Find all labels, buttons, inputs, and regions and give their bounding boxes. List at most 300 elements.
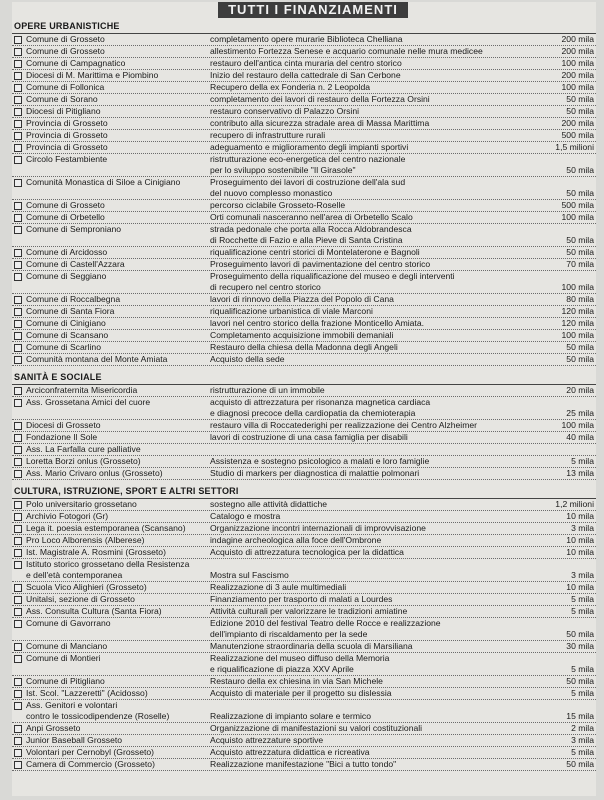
checkbox-icon [14,36,22,44]
beneficiary-label: Camera di Commercio (Grosseto) [26,759,155,769]
beneficiary-cell [12,70,206,81]
funding-table [12,19,596,771]
checkbox-icon [14,120,22,128]
beneficiary-cell [12,397,206,419]
table-row [12,82,596,94]
table-row [12,735,596,747]
beneficiary-label: Comune di Scansano [26,330,109,340]
description-cell: lavori di rinnovo della Piazza del Popolo di Cana [210,294,394,304]
checkbox-icon [14,261,22,269]
beneficiary-cell [12,142,206,153]
checkbox-icon [14,725,22,733]
description-cell: Catalogo e mostra [210,511,281,521]
beneficiary-label: Comune di Cinigiano [26,318,106,328]
table-row [12,523,596,535]
beneficiary-label: Diocesi di Pitigliano [26,106,101,116]
table-row [12,511,596,523]
description-cell: Orti comunali nasceranno nell'area di Orbetello Scalo [210,212,413,222]
beneficiary-cell [12,306,206,317]
beneficiary-cell [12,34,206,45]
amount-cell: 200 mila [561,34,594,44]
amount-cell: 100 mila [561,330,594,340]
table-row [12,547,596,559]
table-row [12,259,596,271]
checkbox-icon [14,226,22,234]
description-cell: lavori nel centro storico della frazione Monticello Amiata. [210,318,424,328]
description-cell: strada pedonale che porta alla Rocca Aldobrandesca di Rocchette di Fazio e alla Pieve di Santa Cristina [210,224,412,245]
checkbox-icon [14,132,22,140]
description-cell [206,444,536,455]
checkbox-icon [14,690,22,698]
description-cell: restauro dell'antica cinta muraria del centro storico [210,58,402,68]
amount-cell: 5 mila [571,688,594,698]
table-row [12,535,596,547]
table-row [12,606,596,618]
checkbox-icon [14,737,22,745]
description-cell: Realizzazione manifestazione "Bici a tutto tondo" [210,759,397,769]
description-cell: recupero di infrastrutture rurali [210,130,326,140]
description-cell: indagine archeologica alla foce dell'Ombrone [210,535,382,545]
checkbox-icon [14,513,22,521]
table-row [12,34,596,46]
checkbox-icon [14,144,22,152]
description-cell: Manutenzione straordinaria della scuola di Marsiliana [210,641,413,651]
beneficiary-label: Comune di Orbetello [26,212,105,222]
beneficiary-label: Comune di Grosseto [26,200,105,210]
table-row [12,676,596,688]
checkbox-icon [14,72,22,80]
beneficiary-cell [12,676,206,687]
table-row [12,342,596,354]
beneficiary-cell [12,688,206,699]
beneficiary-label: Volontari per Cernobyl (Grosseto) [26,747,155,757]
table-row [12,247,596,259]
beneficiary-label: Provincia di Grosseto [26,130,108,140]
checkbox-icon [14,608,22,616]
checkbox-icon [14,537,22,545]
amount-cell: 15 mila [566,711,594,721]
beneficiary-label: Unitalsi, sezione di Grosseto [26,594,135,604]
checkbox-icon [14,156,22,164]
description-cell: riqualificazione centri storici di Montelaterone e Bagnoli [210,247,420,257]
beneficiary-cell [12,468,206,479]
table-row [12,212,596,224]
description-cell: ristrutturazione eco-energetica del centro nazionale per lo sviluppo sostenibile "Il Girasole" [210,154,406,175]
beneficiary-label: Circolo Festambiente [26,154,108,164]
beneficiary-label: Comune di Manciano [26,641,108,651]
amount-cell: 50 mila [566,676,594,686]
amount-cell: 500 mila [561,130,594,140]
table-row [12,294,596,306]
description-cell: completamento opere murarie Biblioteca Chelliana [210,34,403,44]
beneficiary-cell [12,342,206,353]
beneficiary-label: Loretta Borzi onlus (Grosseto) [26,456,141,466]
beneficiary-cell [12,723,206,734]
description-cell: Proseguimento dei lavori di costruzione dell'ala sud del nuovo complesso monastico [210,177,406,198]
beneficiary-cell [12,94,206,105]
beneficiary-cell [12,653,206,675]
beneficiary-label: Comune di Semproniano [26,224,122,234]
amount-cell: 200 mila [561,118,594,128]
section-title: SANITÀ E SOCIALE [12,370,596,385]
beneficiary-label: Comune di Follonica [26,82,105,92]
table-row [12,385,596,397]
table-row [12,420,596,432]
beneficiary-cell [12,511,206,522]
amount-cell: 100 mila [561,420,594,430]
beneficiary-cell [12,354,206,365]
checkbox-icon [14,273,22,281]
beneficiary-label: Scuola Vico Alighieri (Grosseto) [26,582,147,592]
beneficiary-label: Provincia di Grosseto [26,142,108,152]
description-cell: Realizzazione del museo diffuso della Memoria e riqualificazione di piazza XXV Aprile [210,653,390,674]
amount-cell: 5 mila [571,664,594,674]
beneficiary-cell [12,523,206,534]
checkbox-icon [14,96,22,104]
description-cell: sostegno alle attività didattiche [210,499,328,509]
table-row [12,582,596,594]
checkbox-icon [14,501,22,509]
description-cell: Finanziamento per trasporto di malati a Lourdes [210,594,393,604]
page-title: TUTTI I FINANZIAMENTI [218,2,408,18]
checkbox-icon [14,48,22,56]
amount-cell: 50 mila [566,235,594,245]
beneficiary-label: Comune di Santa Fiora [26,306,115,316]
beneficiary-label: Ass. Consulta Cultura (Santa Fiora) [26,606,162,616]
beneficiary-cell [12,747,206,758]
beneficiary-cell [12,606,206,617]
amount-cell: 5 mila [571,747,594,757]
beneficiary-cell [12,735,206,746]
description-cell: acquisto di attrezzatura per risonanza magnetica cardiaca e diagnosi precoce della cardiopatia da chemioterapia [210,397,431,418]
table-row [12,330,596,342]
table-row [12,468,596,480]
section-1 [12,366,596,480]
amount-cell: 50 mila [566,759,594,769]
amount-cell: 10 mila [566,535,594,545]
beneficiary-cell [12,247,206,258]
table-row [12,594,596,606]
beneficiary-cell [12,432,206,443]
description-cell: restauro villa di Roccatederighi per realizzazione dei Centro Alzheimer [210,420,478,430]
amount-cell: 120 mila [561,306,594,316]
amount-cell: 3 mila [571,523,594,533]
checkbox-icon [14,434,22,442]
checkbox-icon [14,179,22,187]
beneficiary-label: Comune di Grosseto [26,34,105,44]
description-cell: Acquisto attrezzatura didattica e ricreativa [210,747,370,757]
checkbox-icon [14,332,22,340]
description-cell: Acquisto attrezzature sportive [210,735,324,745]
section-title: OPERE URBANISTICHE [12,19,596,34]
beneficiary-label: Comune di Castell'Azzara [26,259,125,269]
beneficiary-cell [12,212,206,223]
table-row [12,354,596,366]
checkbox-icon [14,584,22,592]
beneficiary-cell [12,154,206,176]
beneficiary-label: Junior Baseball Grosseto [26,735,123,745]
description-cell: contributo alla sicurezza stradale area di Massa Marittima [210,118,430,128]
beneficiary-label: Comune di Arcidosso [26,247,108,257]
description-cell: Attività culturali per valorizzare le tradizioni amiatine [210,606,408,616]
beneficiary-label: Fondazione Il Sole [26,432,98,442]
checkbox-icon [14,249,22,257]
amount-cell: 25 mila [566,408,594,418]
checkbox-icon [14,761,22,769]
checkbox-icon [14,561,22,569]
description-cell: riqualificazione urbanistica di viale Marconi [210,306,373,316]
amount-cell: 100 mila [561,58,594,68]
beneficiary-label: Diocesi di M. Marittima e Piombino [26,70,159,80]
amount-cell: 50 mila [566,165,594,175]
beneficiary-label: Ass. La Farfalla cure palliative [26,444,141,454]
table-row [12,653,596,676]
beneficiary-cell [12,444,206,455]
amount-cell: 50 mila [566,247,594,257]
table-row [12,94,596,106]
amount-cell: 500 mila [561,200,594,210]
amount-cell: 10 mila [566,582,594,592]
amount-cell: 200 mila [561,46,594,56]
table-row [12,397,596,420]
table-row [12,130,596,142]
beneficiary-cell [12,46,206,57]
description-cell: Acquisto di attrezzatura tecnologica per la didattica [210,547,404,557]
table-row [12,444,596,456]
beneficiary-cell [12,594,206,605]
amount-cell: 50 mila [566,94,594,104]
beneficiary-label: Comunità Monastica di Siloe a Cinigiano [26,177,181,187]
beneficiary-label: Archivio Fotogori (Gr) [26,511,109,521]
beneficiary-cell [12,259,206,270]
amount-cell: 120 mila [561,318,594,328]
table-row [12,70,596,82]
beneficiary-label: Comune di Campagnatico [26,58,126,68]
beneficiary-cell [12,456,206,467]
amount-cell: 5 mila [571,606,594,616]
beneficiary-cell [12,535,206,546]
checkbox-icon [14,296,22,304]
checkbox-icon [14,458,22,466]
beneficiary-label: Diocesi di Grosseto [26,420,101,430]
table-row [12,688,596,700]
section-2 [12,480,596,771]
description-cell: Realizzazione di impianto solare e termico [210,711,371,721]
table-row [12,700,596,723]
checkbox-icon [14,422,22,430]
beneficiary-cell [12,330,206,341]
description-cell: ristrutturazione di un immobile [210,385,325,395]
table-row [12,46,596,58]
checkbox-icon [14,549,22,557]
description-cell: Restauro della chiesa della Madonna degli Angeli [210,342,398,352]
checkbox-icon [14,702,22,710]
table-row [12,456,596,468]
table-row [12,723,596,735]
beneficiary-cell [12,582,206,593]
beneficiary-cell [12,318,206,329]
amount-cell: 20 mila [566,385,594,395]
description-cell: Realizzazione di 3 aule multimediali [210,582,347,592]
checkbox-icon [14,84,22,92]
beneficiary-label: Comune di Montieri [26,653,101,663]
description-cell: completamento dei lavori di restauro della Fortezza Orsini [210,94,430,104]
checkbox-icon [14,202,22,210]
table-row [12,271,596,294]
beneficiary-cell [12,58,206,69]
description-cell: percorso ciclabile Grosseto-Roselle [210,200,346,210]
beneficiary-label: Anpi Grosseto [26,723,81,733]
beneficiary-label: Ist. Scol. "Lazzeretti" (Acidosso) [26,688,148,698]
checkbox-icon [14,214,22,222]
beneficiary-label: Provincia di Grosseto [26,118,108,128]
checkbox-icon [14,108,22,116]
table-row [12,177,596,200]
amount-cell: 40 mila [566,432,594,442]
beneficiary-cell [12,700,206,722]
description-cell: Assistenza e sostegno psicologico a malati e loro famiglie [210,456,430,466]
amount-cell: 10 mila [566,511,594,521]
table-row [12,432,596,444]
beneficiary-cell [12,294,206,305]
description-cell: Restauro della ex chiesina in via San Michele [210,676,383,686]
table-row [12,200,596,212]
beneficiary-cell [12,130,206,141]
table-row [12,118,596,130]
description-cell: Acquisto della sede [210,354,285,364]
description-cell: Edizione 2010 del festival Teatro delle Rocce e realizzazione dell'impianto di riscaldamento per la sede [210,618,441,639]
table-row [12,559,596,582]
beneficiary-label: Polo universitario grossetano [26,499,137,509]
beneficiary-label: Comune di Gavorrano [26,618,111,628]
section-title: CULTURA, ISTRUZIONE, SPORT E ALTRI SETTORI [12,484,596,499]
checkbox-icon [14,356,22,364]
beneficiary-cell [12,177,206,199]
table-row [12,641,596,653]
beneficiary-label: Ass. Genitori e volontari contro le tossicodipendenze (Roselle) [26,700,170,721]
beneficiary-label: Comune di Sorano [26,94,98,104]
amount-cell: 50 mila [566,354,594,364]
beneficiary-label: Pro Loco Alborensis (Alberese) [26,535,145,545]
checkbox-icon [14,60,22,68]
description-cell: restauro conservativo di Palazzo Orsini [210,106,360,116]
table-row [12,759,596,771]
beneficiary-label: Comune di Grosseto [26,46,105,56]
checkbox-icon [14,525,22,533]
description-cell: Inizio del restauro della cattedrale di San Cerbone [210,70,401,80]
table-row [12,142,596,154]
beneficiary-label: Lega it. poesia estemporanea (Scansano) [26,523,186,533]
beneficiary-cell [12,618,206,640]
beneficiary-cell [12,420,206,431]
amount-cell: 10 mila [566,547,594,557]
amount-cell: 50 mila [566,106,594,116]
description-cell: adeguamento e miglioramento degli impianti sportivi [210,142,409,152]
amount-cell: 30 mila [566,641,594,651]
beneficiary-cell [12,641,206,652]
beneficiary-label: Comune di Seggiano [26,271,107,281]
description-cell: Recupero della ex Fonderia n. 2 Leopolda [210,82,371,92]
description-cell: Completamento acquisizione immobili demaniali [210,330,394,340]
description-cell: Proseguimento della riqualificazione del museo e degli interventi di recupero nel centro storico [210,271,455,292]
checkbox-icon [14,470,22,478]
amount-cell: 1,5 milioni [555,142,594,152]
table-row [12,747,596,759]
beneficiary-label: Ist. Magistrale A. Rosmini (Grosseto) [26,547,166,557]
checkbox-icon [14,320,22,328]
beneficiary-label: Istituto storico grossetano della Resistenza e dell'età contemporanea [26,559,190,580]
beneficiary-label: Ass. Grossetana Amici del cuore [26,397,151,407]
table-row [12,499,596,511]
checkbox-icon [14,387,22,395]
amount-cell: 100 mila [561,212,594,222]
checkbox-icon [14,655,22,663]
amount-cell: 100 mila [561,82,594,92]
amount-cell: 1,2 milioni [555,499,594,509]
table-row [12,58,596,70]
beneficiary-label: Comune di Roccalbegna [26,294,121,304]
beneficiary-cell [12,385,206,396]
beneficiary-cell [12,759,206,770]
amount-cell: 50 mila [566,342,594,352]
beneficiary-label: Arciconfraternita Misericordia [26,385,138,395]
amount-cell: 5 mila [571,594,594,604]
description-cell: Mostra sul Fascismo [210,570,289,580]
description-cell: Proseguimento lavori di pavimentazione del centro storico [210,259,431,269]
amount-cell: 200 mila [561,70,594,80]
beneficiary-cell [12,559,206,581]
amount-cell: 100 mila [561,282,594,292]
section-0 [12,19,596,366]
description-cell: lavori di costruzione di una casa famiglia per disabili [210,432,408,442]
beneficiary-cell [12,82,206,93]
amount-cell: 50 mila [566,629,594,639]
beneficiary-label: Comunità montana del Monte Amiata [26,354,168,364]
beneficiary-cell [12,224,206,246]
description-cell: Studio di markers per diagnostica di malattie polmonari [210,468,420,478]
beneficiary-cell [12,499,206,510]
checkbox-icon [14,308,22,316]
amount-cell: 2 mila [571,723,594,733]
checkbox-icon [14,678,22,686]
beneficiary-cell [12,271,206,293]
table-row [12,106,596,118]
description-cell: Organizzazione incontri internazionali di improvvisazione [210,523,426,533]
table-row [12,318,596,330]
checkbox-icon [14,344,22,352]
amount-cell: 70 mila [566,259,594,269]
table-row [12,224,596,247]
amount-cell: 80 mila [566,294,594,304]
beneficiary-label: Ass. Mario Crivaro onlus (Grosseto) [26,468,163,478]
table-row [12,154,596,177]
amount-cell: 50 mila [566,188,594,198]
checkbox-icon [14,596,22,604]
checkbox-icon [14,446,22,454]
beneficiary-label: Comune di Pitigliano [26,676,105,686]
description-cell: Acquisto di materiale per il progetto su dislessia [210,688,392,698]
newspaper-page [12,2,596,796]
table-row [12,618,596,641]
description-cell: allestimento Fortezza Senese e acquario comunale nelle mura medicee [210,46,483,56]
beneficiary-cell [12,200,206,211]
checkbox-icon [14,620,22,628]
table-row [12,306,596,318]
checkbox-icon [14,399,22,407]
beneficiary-cell [12,547,206,558]
beneficiary-label: Comune di Scarlino [26,342,101,352]
amount-cell: 3 mila [571,735,594,745]
